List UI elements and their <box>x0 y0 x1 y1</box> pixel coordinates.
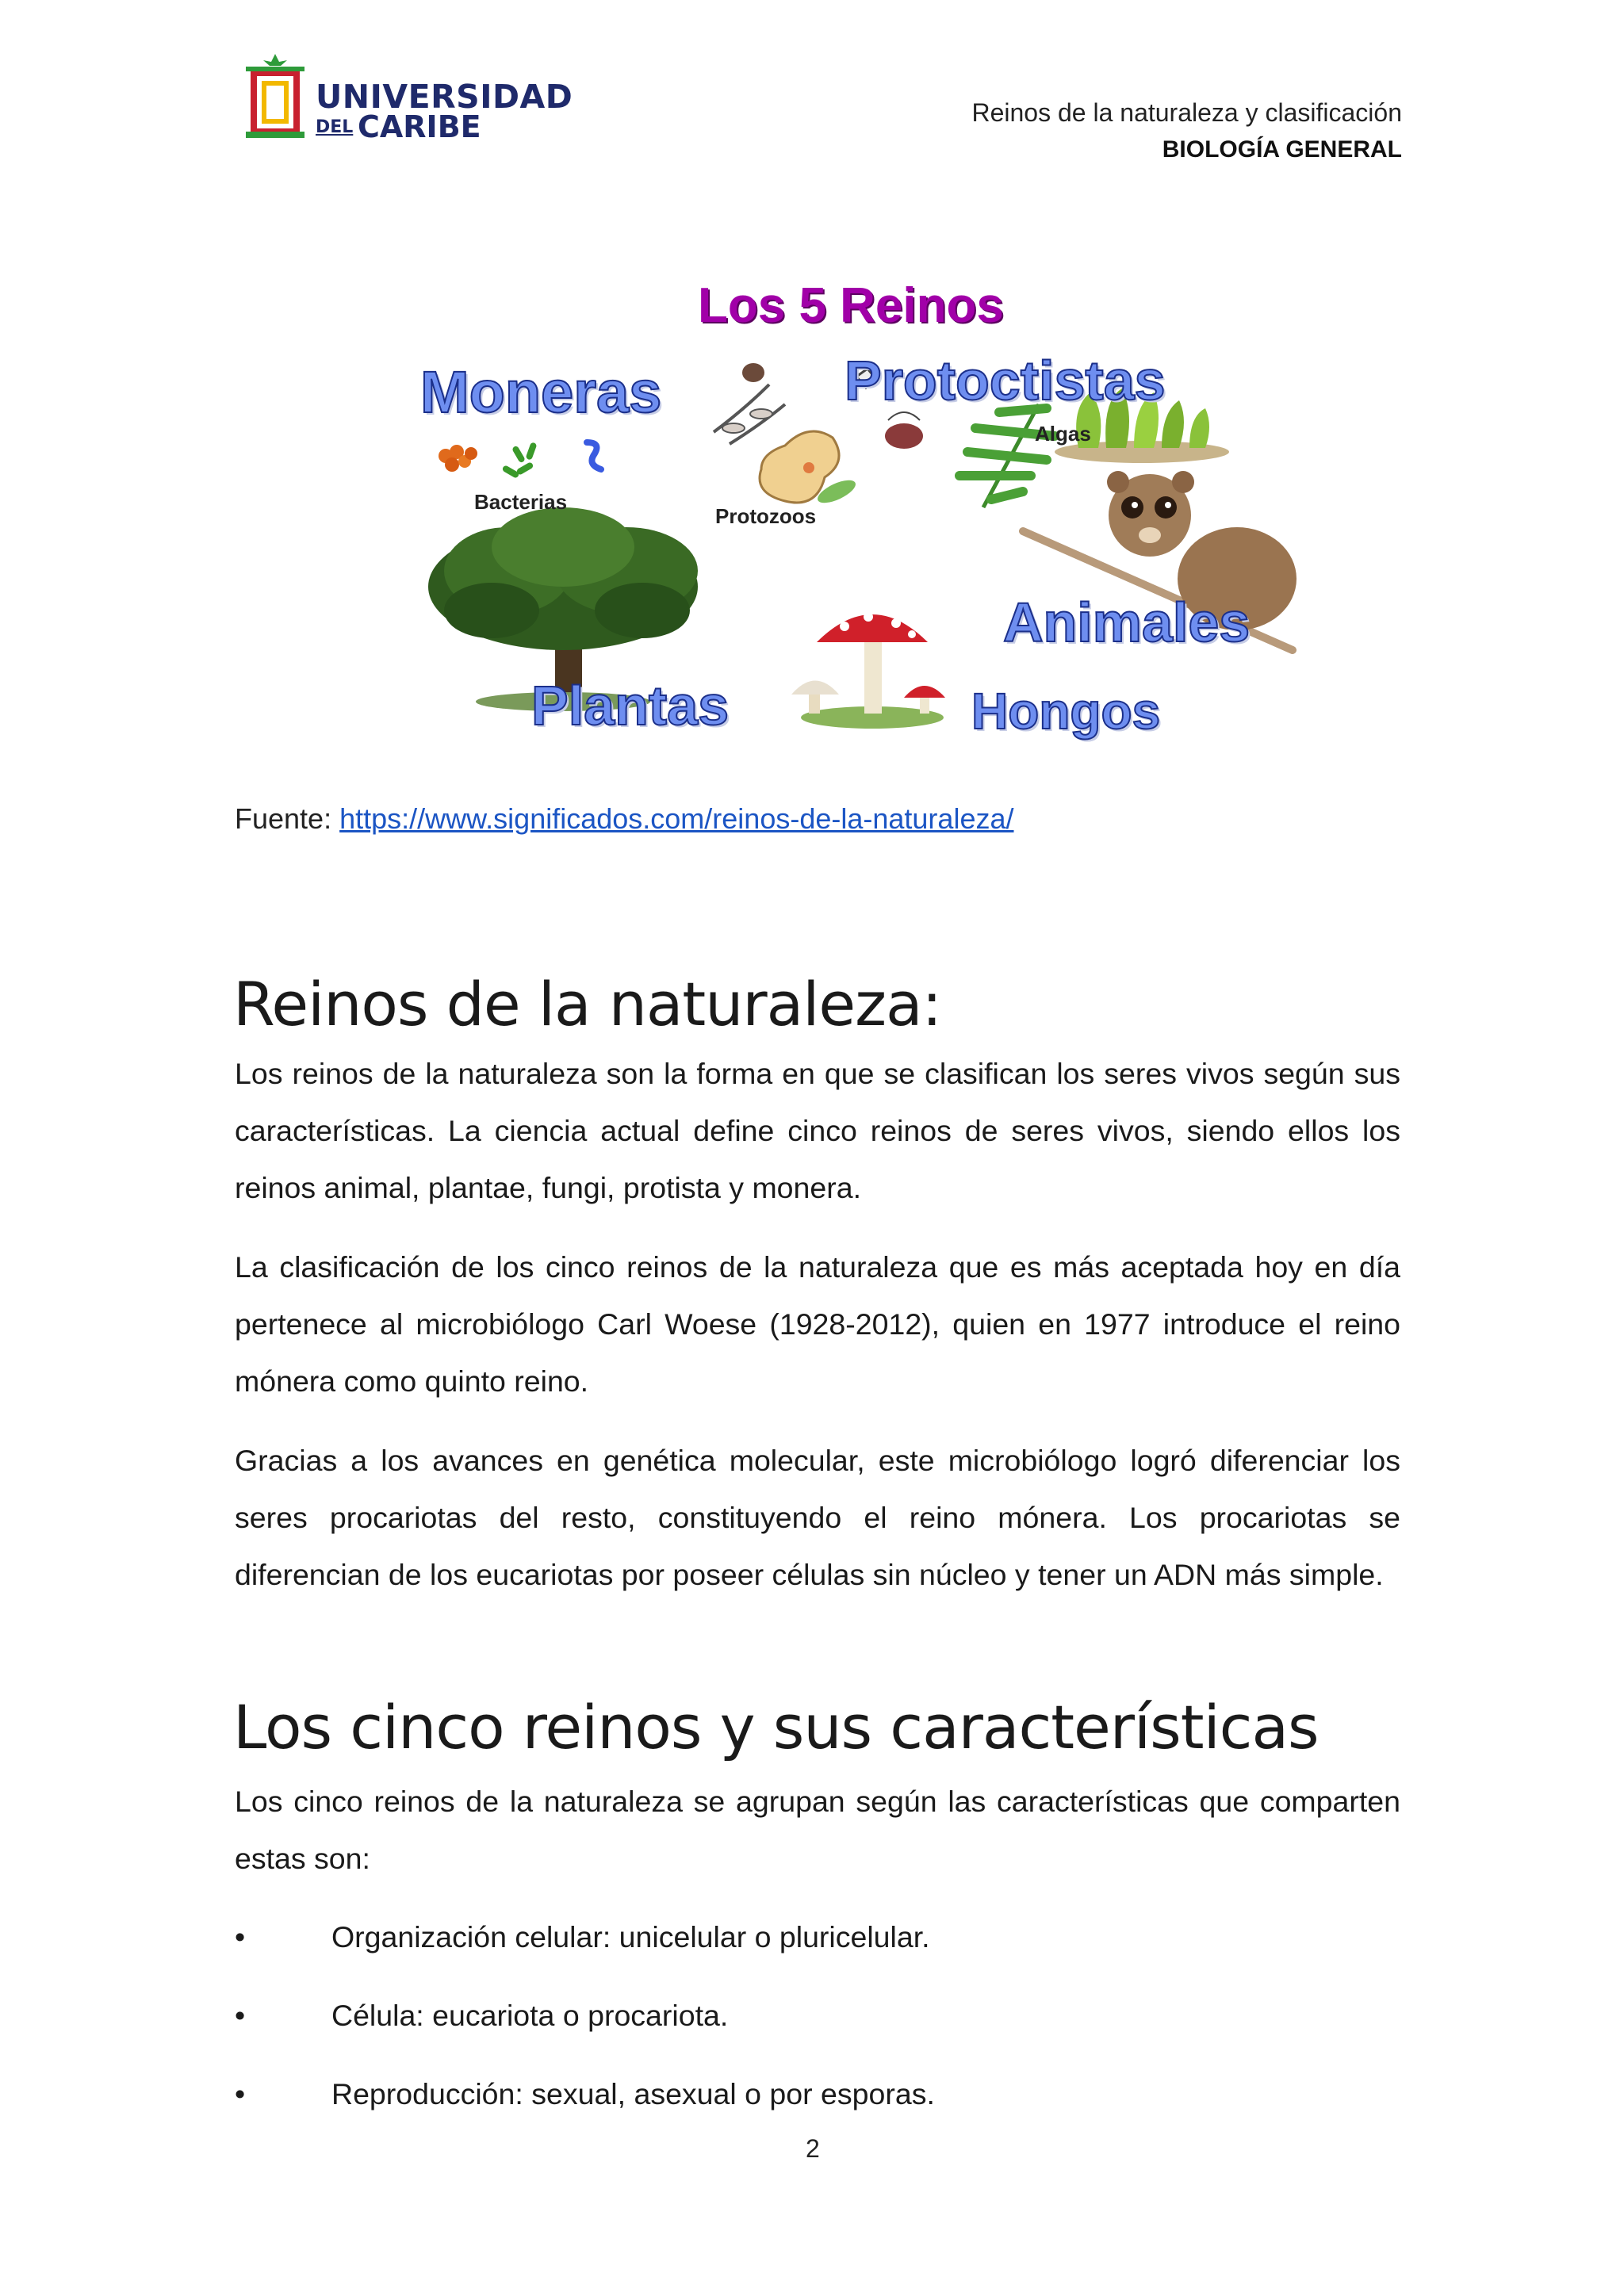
kingdom-label-animales: Animales <box>1003 591 1251 653</box>
list-item-text: Reproducción: sexual, asexual o por esporas. <box>331 2077 935 2110</box>
kingdom-label-plantas: Plantas <box>531 675 729 737</box>
university-logo <box>243 52 573 147</box>
bullet-icon: • <box>235 1999 246 2032</box>
logo-text-universidad: UNIVERSIDAD <box>316 78 573 116</box>
logo-text-caribe: CARIBE <box>358 109 481 144</box>
page-number: 2 <box>806 2134 820 2163</box>
logo-emblem-icon <box>243 52 314 147</box>
sublabel-protozoos: Protozoos <box>715 504 817 528</box>
paragraph-2: La clasificación de los cinco reinos de la naturaleza que es más aceptada hoy en día pertenece al microbiólogo Carl Woese (1928-2012), quien en 1977 introduce el reino mónera como quinto reino. <box>235 1250 1400 1398</box>
fern-alga-icon <box>959 404 1055 507</box>
list-item-text: Célula: eucariota o procariota. <box>331 1999 729 2032</box>
figure-source <box>235 802 1014 836</box>
bullet-icon: • <box>235 2077 246 2110</box>
five-kingdoms-figure <box>412 270 1348 745</box>
logo-text-del: DEL <box>316 117 354 137</box>
sublabel-bacterias: Bacterias <box>474 490 568 514</box>
section2-intro: Los cinco reinos de la naturaleza se agrupan según las características que comparten estas son: <box>235 1785 1400 1875</box>
paragraph-1: Los reinos de la naturaleza son la forma en que se clasifican los seres vivos según sus características. La ciencia actual define cinco reinos de seres vivos, siendo ellos los reinos animal, plantae, fungi, protista y monera. <box>235 1057 1400 1204</box>
kingdom-label-moneras: Moneras <box>420 359 662 425</box>
sublabel-algas: Algas <box>1035 422 1091 446</box>
heading-reinos-naturaleza: Reinos de la naturaleza: <box>233 969 942 1039</box>
source-label: Fuente: <box>235 802 332 835</box>
header-course: BIOLOGÍA GENERAL <box>1162 136 1402 163</box>
kingdom-label-hongos: Hongos <box>971 683 1161 740</box>
kingdom-label-protoctistas: Protoctistas <box>845 350 1166 411</box>
header-subtitle: Reinos de la naturaleza y clasificación <box>971 98 1402 127</box>
mushroom-fungi-icon <box>791 612 945 729</box>
source-link[interactable]: https://www.significados.com/reinos-de-la-naturaleza/ <box>339 802 1014 835</box>
bacteria-icon <box>439 442 601 479</box>
figure-title: Los 5 Reinos <box>698 278 1004 333</box>
bullet-icon: • <box>235 1920 246 1954</box>
paragraph-3: Gracias a los avances en genética molecular, este microbiólogo logró diferenciar los seres procariotas del resto, constituyendo el reino mónera. Los procariotas se diferencian de los eucariotas por poseer células sin núcleo y tener un ADN más simple. <box>235 1444 1400 1591</box>
list-item-text: Organización celular: unicelular o pluricelular. <box>331 1920 930 1954</box>
heading-cinco-reinos: Los cinco reinos y sus características <box>233 1692 1319 1762</box>
